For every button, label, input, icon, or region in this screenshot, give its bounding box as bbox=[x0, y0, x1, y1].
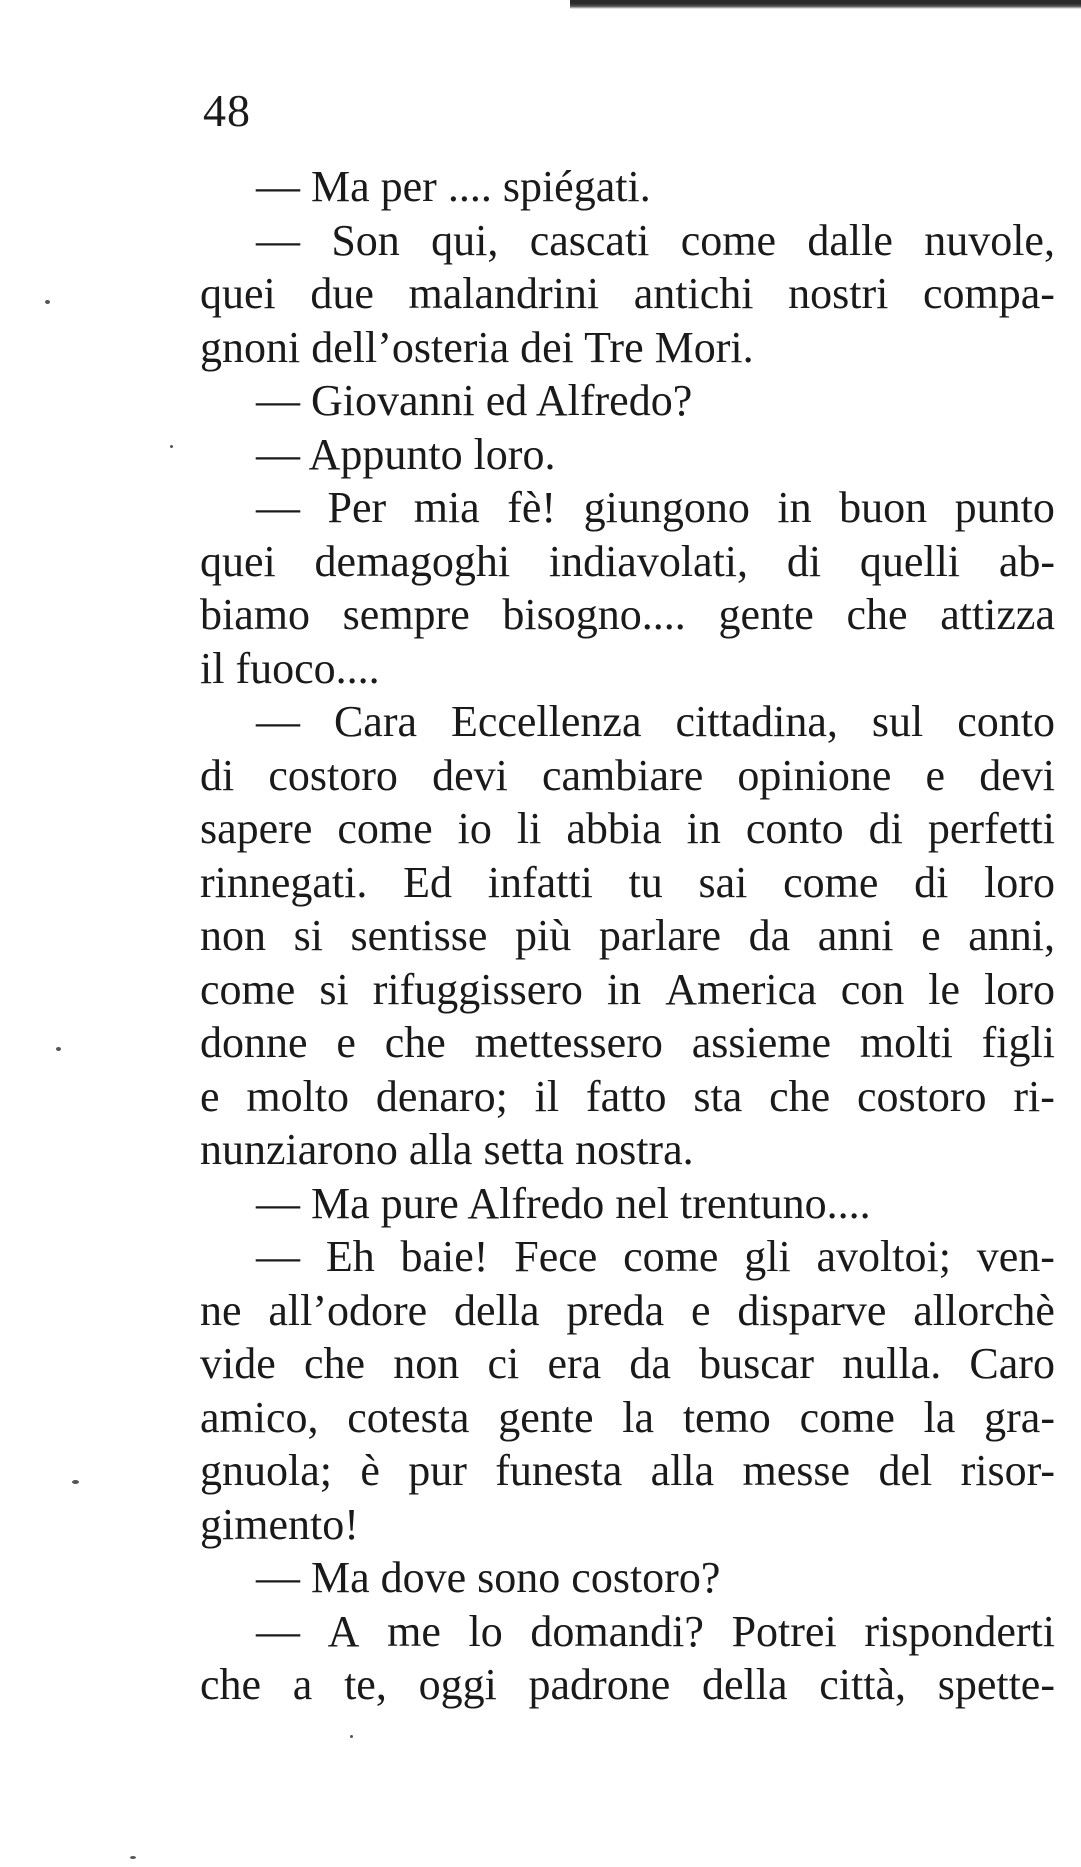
text-word: di bbox=[868, 804, 903, 853]
text-line bbox=[200, 1658, 1055, 1712]
text-word: anni, bbox=[968, 911, 1055, 960]
text-word: padrone bbox=[528, 1660, 671, 1709]
text-line: — Ma pure Alfredo nel trentuno.... bbox=[256, 1178, 871, 1228]
text-word: attizza bbox=[940, 590, 1055, 639]
text-line: — Ma per .... spiégati. bbox=[256, 162, 651, 211]
text-word: rifuggissero bbox=[372, 964, 583, 1014]
text-word: e bbox=[200, 1071, 220, 1121]
text-word: gente bbox=[498, 1392, 594, 1442]
text-word: perfetti bbox=[927, 804, 1055, 853]
text-line bbox=[200, 963, 1055, 1017]
text-word: sentisse bbox=[350, 911, 488, 960]
text-line bbox=[200, 1284, 1055, 1338]
text-word: e bbox=[921, 911, 941, 960]
text-word: allorchè bbox=[913, 1285, 1055, 1335]
text-word: rinnegati. bbox=[200, 857, 368, 907]
scan-speck bbox=[45, 300, 50, 304]
text-line bbox=[200, 1337, 1055, 1391]
text-word: ne bbox=[200, 1285, 242, 1335]
text-word: indiavolati, bbox=[548, 536, 749, 586]
text-word: che bbox=[846, 590, 908, 639]
text-line: — Giovanni ed Alfredo? bbox=[256, 376, 693, 425]
text-word: era bbox=[547, 1339, 602, 1388]
text-word: pur bbox=[408, 1446, 467, 1495]
text-word: buon bbox=[839, 483, 928, 532]
text-word: di bbox=[200, 750, 235, 800]
text-word: gnuola; bbox=[200, 1446, 332, 1495]
text-word: li bbox=[516, 804, 542, 853]
text-word: baie! bbox=[400, 1232, 489, 1281]
text-word: di bbox=[786, 536, 822, 586]
text-word: — bbox=[256, 697, 300, 746]
text-word: mettessero bbox=[474, 1018, 663, 1067]
text-word: conto bbox=[745, 804, 844, 853]
text-word: temo bbox=[682, 1392, 771, 1442]
top-border-rule bbox=[570, 0, 1081, 9]
text-word: loro bbox=[984, 964, 1055, 1014]
text-word: in bbox=[686, 804, 721, 853]
text-word: più bbox=[515, 911, 572, 960]
text-word: opinione bbox=[737, 750, 892, 800]
scan-speck bbox=[350, 1735, 353, 1738]
text-line: — Appunto loro. bbox=[256, 429, 556, 479]
text-word: infatti bbox=[487, 857, 593, 907]
text-line bbox=[200, 1444, 1055, 1498]
text-word: — bbox=[256, 1606, 300, 1656]
text-word: ci bbox=[487, 1339, 520, 1388]
text-word: sempre bbox=[342, 590, 470, 639]
text-word: cambiare bbox=[542, 750, 704, 800]
text-word: funesta bbox=[495, 1446, 623, 1495]
text-word: due bbox=[310, 269, 374, 318]
text-word: Eh bbox=[325, 1232, 375, 1281]
text-word: devi bbox=[979, 750, 1055, 800]
text-line bbox=[200, 214, 1055, 268]
text-line: il fuoco.... bbox=[200, 643, 380, 693]
text-line: nunziarono alla setta nostra. bbox=[200, 1125, 694, 1174]
text-word: lo bbox=[468, 1606, 503, 1656]
text-word: è bbox=[360, 1446, 380, 1495]
text-line bbox=[200, 802, 1055, 856]
text-word: Son bbox=[331, 215, 400, 265]
text-word: sapere bbox=[200, 804, 313, 853]
text-word: compa- bbox=[923, 269, 1055, 318]
text-word: io bbox=[457, 804, 492, 853]
text-word: dalle bbox=[807, 215, 893, 265]
text-line bbox=[200, 481, 1055, 535]
text-word: di bbox=[914, 857, 949, 907]
text-word: della bbox=[701, 1660, 788, 1709]
text-word: qui, bbox=[431, 215, 499, 265]
text-word: antichi bbox=[633, 269, 754, 318]
text-word: da bbox=[748, 911, 791, 960]
text-word: — bbox=[256, 1232, 300, 1281]
text-word: della bbox=[454, 1285, 540, 1335]
text-word: fatto bbox=[585, 1071, 667, 1121]
text-word: risor- bbox=[960, 1446, 1055, 1495]
text-word: si bbox=[319, 964, 349, 1014]
text-word: abbia bbox=[566, 804, 662, 853]
text-word: America bbox=[665, 964, 817, 1014]
text-word: molto bbox=[246, 1071, 350, 1121]
text-word: la bbox=[923, 1392, 956, 1442]
text-word: città, bbox=[819, 1660, 906, 1709]
text-word: — bbox=[256, 483, 300, 532]
text-word: devi bbox=[432, 750, 508, 800]
text-word: del bbox=[878, 1446, 933, 1495]
text-word: Caro bbox=[969, 1339, 1055, 1388]
text-word: preda bbox=[566, 1285, 665, 1335]
text-word: ven- bbox=[976, 1232, 1055, 1281]
text-word: demagoghi bbox=[314, 536, 511, 586]
text-word: me bbox=[387, 1606, 441, 1656]
text-word: A bbox=[327, 1606, 360, 1656]
text-word: bisogno.... bbox=[502, 590, 686, 639]
text-line bbox=[200, 588, 1055, 642]
text-word: parlare bbox=[598, 911, 721, 960]
text-word: giungono bbox=[583, 483, 750, 532]
scan-speck bbox=[170, 445, 173, 448]
text-line: gimento! bbox=[200, 1499, 359, 1549]
text-word: nulla. bbox=[842, 1339, 942, 1388]
page-number: 48 bbox=[203, 85, 251, 136]
text-word: e bbox=[925, 750, 946, 800]
text-word: nuvole, bbox=[924, 215, 1055, 265]
text-word: ri- bbox=[1013, 1071, 1055, 1121]
scan-speck bbox=[72, 1480, 79, 1484]
text-word: nostri bbox=[788, 269, 889, 318]
text-word: sul bbox=[871, 697, 924, 746]
scan-speck bbox=[56, 1047, 61, 1051]
text-word: figli bbox=[981, 1018, 1055, 1067]
text-word: costoro bbox=[268, 750, 398, 800]
text-line bbox=[200, 1070, 1055, 1124]
text-line bbox=[200, 695, 1055, 749]
text-word: Cara bbox=[333, 697, 418, 746]
text-word: Potrei bbox=[731, 1606, 837, 1656]
text-word: Fece bbox=[514, 1232, 598, 1281]
text-word: la bbox=[622, 1392, 655, 1442]
text-word: come bbox=[680, 215, 777, 265]
text-word: anni bbox=[817, 911, 894, 960]
text-line bbox=[200, 1230, 1055, 1284]
text-word: e bbox=[336, 1018, 356, 1067]
text-word: avoltoi; bbox=[816, 1232, 951, 1281]
text-word: sai bbox=[698, 857, 748, 907]
text-word: che bbox=[769, 1071, 831, 1121]
text-line: gnoni dell’osteria dei Tre Mori. bbox=[200, 322, 754, 372]
body-text bbox=[200, 160, 1055, 1712]
text-line bbox=[200, 1016, 1055, 1070]
text-word: gli bbox=[744, 1232, 791, 1281]
text-word: quei bbox=[200, 269, 276, 318]
text-word: il bbox=[534, 1071, 560, 1121]
text-word: spette- bbox=[937, 1660, 1055, 1709]
text-word: e bbox=[690, 1285, 711, 1335]
text-word: sta bbox=[693, 1071, 743, 1121]
text-word: oggi bbox=[418, 1660, 497, 1709]
text-word: all’odore bbox=[268, 1285, 428, 1335]
text-word: si bbox=[293, 911, 323, 960]
text-word: Eccellenza bbox=[450, 697, 642, 746]
text-word: assieme bbox=[691, 1018, 832, 1067]
text-word: quei bbox=[200, 536, 276, 586]
text-word: conto bbox=[957, 697, 1055, 746]
text-line bbox=[200, 909, 1055, 963]
text-word: come bbox=[337, 804, 433, 853]
text-word: — bbox=[256, 215, 300, 265]
text-word: a bbox=[292, 1660, 313, 1709]
text-word: cotesta bbox=[347, 1392, 470, 1442]
text-line bbox=[200, 856, 1055, 910]
text-word: come bbox=[783, 857, 879, 907]
text-word: gra- bbox=[984, 1392, 1055, 1442]
text-line bbox=[200, 1391, 1055, 1445]
text-word: alla bbox=[650, 1446, 715, 1495]
text-line bbox=[200, 535, 1055, 589]
scan-speck bbox=[130, 1856, 136, 1859]
text-word: punto bbox=[954, 483, 1055, 532]
text-word: come bbox=[799, 1392, 895, 1442]
text-line bbox=[200, 1605, 1055, 1659]
text-word: fè! bbox=[507, 483, 557, 532]
text-word: non bbox=[200, 911, 266, 960]
text-word: cascati bbox=[529, 215, 650, 265]
text-word: Per bbox=[327, 483, 387, 532]
text-word: come bbox=[200, 964, 296, 1014]
text-word: come bbox=[623, 1232, 719, 1281]
text-word: biamo bbox=[200, 590, 310, 639]
text-word: molti bbox=[859, 1018, 953, 1067]
text-word: risponderti bbox=[864, 1606, 1055, 1656]
text-word: te, bbox=[344, 1660, 387, 1709]
text-word: donne bbox=[200, 1018, 308, 1067]
text-word: ab- bbox=[998, 536, 1055, 586]
text-word: con bbox=[840, 964, 905, 1014]
text-word: in bbox=[606, 964, 642, 1014]
text-word: non bbox=[393, 1339, 460, 1388]
text-line bbox=[200, 267, 1055, 321]
text-word: tu bbox=[628, 857, 663, 907]
text-word: amico, bbox=[200, 1392, 319, 1442]
text-word: disparve bbox=[737, 1285, 887, 1335]
text-word: quelli bbox=[859, 536, 961, 586]
text-word: che bbox=[303, 1339, 366, 1388]
text-word: loro bbox=[984, 857, 1055, 907]
text-word: costoro bbox=[857, 1071, 987, 1121]
text-word: buscar bbox=[699, 1339, 814, 1388]
text-word: da bbox=[629, 1339, 671, 1388]
text-word: domandi? bbox=[530, 1606, 704, 1656]
text-word: mia bbox=[413, 483, 480, 532]
text-word: le bbox=[928, 964, 961, 1014]
text-word: malandrini bbox=[408, 269, 600, 318]
text-word: messe bbox=[742, 1446, 851, 1495]
text-word: che bbox=[384, 1018, 446, 1067]
text-word: denaro; bbox=[375, 1071, 508, 1121]
text-word: gente bbox=[718, 590, 814, 639]
text-line bbox=[200, 749, 1055, 803]
text-word: vide bbox=[200, 1339, 276, 1388]
text-word: cittadina, bbox=[675, 697, 838, 746]
text-word: in bbox=[777, 483, 812, 532]
text-word: che bbox=[200, 1660, 262, 1709]
text-line: — Ma dove sono costoro? bbox=[256, 1553, 721, 1602]
text-word: Ed bbox=[403, 857, 452, 907]
